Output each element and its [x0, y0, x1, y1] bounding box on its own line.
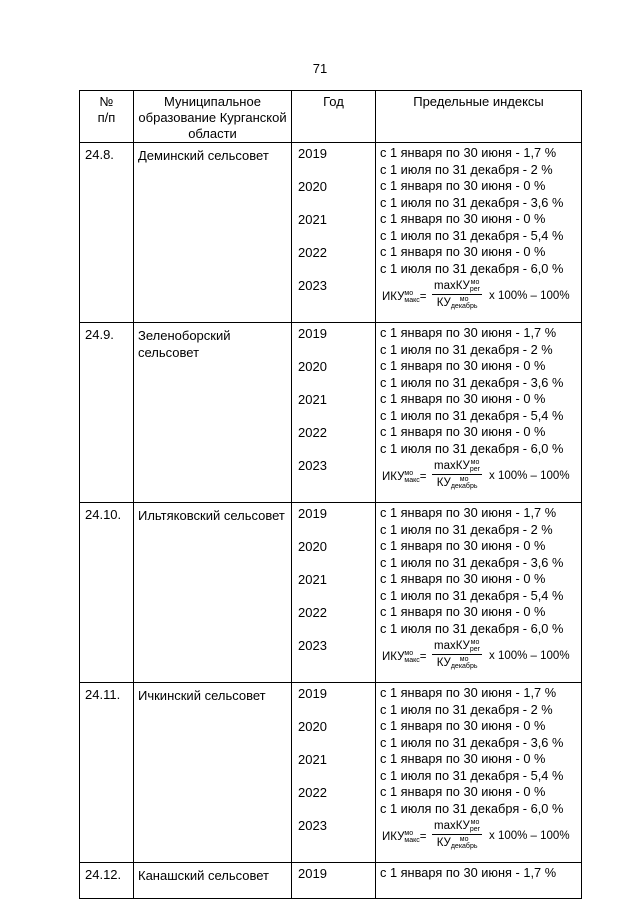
formula-max-index [376, 457, 581, 502]
year-value: 2023 [298, 278, 327, 293]
formula-numerator-indices [470, 819, 480, 833]
formula-fraction [432, 639, 482, 670]
formula-numerator [432, 639, 482, 655]
index-line: с 1 января по 30 июня - 0 % [380, 424, 546, 439]
index-line: с 1 января по 30 июня - 0 % [380, 571, 546, 586]
index-line: с 1 июля по 31 декабря - 5,4 % [380, 227, 564, 243]
formula-lhs-sub: макс [404, 837, 420, 844]
municipality-name: Ичкинский сельсовет [134, 683, 292, 863]
year-cell [292, 863, 376, 899]
formula-rhs: х 100% – 100% [489, 290, 570, 302]
formula-den-sub: декабрь [450, 663, 478, 670]
formula-lhs-symbol: ИКУ [382, 291, 405, 304]
formula-denominator-indices [451, 836, 478, 850]
formula-lhs [382, 470, 426, 484]
formula-lhs [382, 830, 426, 844]
year-value: 2019 [298, 326, 327, 341]
formula-denominator [432, 295, 482, 310]
formula-lhs-sup: мо [404, 650, 414, 657]
table-row [80, 503, 582, 683]
header-indices: Предельные индексы [376, 91, 582, 143]
formula-num-sup: мо [470, 819, 480, 826]
year-value: 2022 [298, 785, 327, 800]
formula-num-sub: рег [469, 646, 481, 653]
year-value: 2021 [298, 212, 327, 227]
year-value: 2023 [298, 818, 327, 833]
formula-numerator [432, 459, 482, 475]
index-line: с 1 июля по 31 декабря - 3,6 % [380, 554, 564, 570]
row-number: 24.10. [80, 503, 134, 683]
municipality-name: Деминский сельсовет [134, 143, 292, 323]
year-value: 2021 [298, 392, 327, 407]
index-line: с 1 января по 30 июня - 1,7 % [380, 865, 557, 880]
formula-lhs-symbol: ИКУ [382, 471, 405, 484]
indices-cell [376, 503, 582, 683]
index-line: с 1 июля по 31 декабря - 2 % [380, 161, 553, 177]
table-body [80, 143, 582, 899]
formula-den-sub: декабрь [450, 483, 478, 490]
formula-fraction [432, 459, 482, 490]
year-cell [292, 323, 376, 503]
year-value: 2022 [298, 605, 327, 620]
table-row [80, 323, 582, 503]
index-line: с 1 июля по 31 декабря - 2 % [380, 521, 553, 537]
index-line: с 1 июля по 31 декабря - 2 % [380, 701, 553, 717]
formula-den-sup: мо [459, 656, 469, 663]
formula-equals: = [419, 291, 427, 304]
formula-numerator-symbol: maxКУ [434, 280, 470, 293]
formula-numerator [432, 819, 482, 835]
table-row [80, 143, 582, 323]
index-line: с 1 июля по 31 декабря - 6,0 % [380, 800, 564, 816]
index-line: с 1 июля по 31 декабря - 5,4 % [380, 767, 564, 783]
formula-lhs [382, 290, 426, 304]
index-line: с 1 января по 30 июня - 1,7 % [380, 505, 557, 520]
formula-lhs-indices [404, 830, 419, 844]
formula-denominator-indices [451, 476, 478, 490]
table-row [80, 863, 582, 899]
formula-den-sup: мо [459, 476, 469, 483]
index-line: с 1 июля по 31 декабря - 6,0 % [380, 440, 564, 456]
year-cell [292, 683, 376, 863]
formula-numerator-symbol: maxКУ [434, 640, 470, 653]
index-line: с 1 января по 30 июня - 0 % [380, 751, 546, 766]
formula-numerator [432, 279, 482, 295]
formula-den-sub: декабрь [450, 843, 478, 850]
municipality-name: Ильтяковский сельсовет [134, 503, 292, 683]
index-line: с 1 июля по 31 декабря - 3,6 % [380, 374, 564, 390]
formula-lhs [382, 650, 426, 664]
indices-cell [376, 323, 582, 503]
year-value: 2021 [298, 752, 327, 767]
row-number: 24.12. [80, 863, 134, 899]
row-number: 24.8. [80, 143, 134, 323]
index-line: с 1 июля по 31 декабря - 5,4 % [380, 407, 564, 423]
index-line: с 1 января по 30 июня - 0 % [380, 718, 546, 733]
formula-den-sup: мо [459, 836, 469, 843]
index-line: с 1 января по 30 июня - 1,7 % [380, 685, 557, 700]
year-value: 2020 [298, 359, 327, 374]
index-line: с 1 июля по 31 декабря - 3,6 % [380, 194, 564, 210]
formula-num-sup: мо [470, 279, 480, 286]
formula-max-index [376, 817, 581, 862]
formula-max-index [376, 637, 581, 682]
formula-fraction [432, 819, 482, 850]
index-line: с 1 января по 30 июня - 0 % [380, 211, 546, 226]
formula-num-sub: рег [469, 826, 481, 833]
formula-lhs-indices [404, 290, 419, 304]
formula-denominator-symbol: КУ [436, 477, 451, 490]
index-line: с 1 января по 30 июня - 0 % [380, 784, 546, 799]
year-value: 2020 [298, 719, 327, 734]
table-row [80, 683, 582, 863]
year-value: 2019 [298, 686, 327, 701]
year-value: 2023 [298, 458, 327, 473]
municipality-name: Канашский сельсовет [134, 863, 292, 899]
index-line: с 1 июля по 31 декабря - 3,6 % [380, 734, 564, 750]
formula-lhs-sup: мо [404, 470, 414, 477]
table-header-row [80, 91, 582, 143]
year-value: 2022 [298, 245, 327, 260]
index-line: с 1 июля по 31 декабря - 6,0 % [380, 260, 564, 276]
formula-num-sub: рег [469, 286, 481, 293]
formula-denominator-symbol: КУ [436, 657, 451, 670]
municipality-name: Зеленоборский сельсовет [134, 323, 292, 503]
index-line: с 1 января по 30 июня - 0 % [380, 244, 546, 259]
formula-denominator [432, 475, 482, 490]
formula-lhs-symbol: ИКУ [382, 651, 405, 664]
indices-cell [376, 863, 582, 899]
formula-numerator-symbol: maxКУ [434, 820, 470, 833]
formula-rhs: х 100% – 100% [489, 650, 570, 662]
formula-denominator-indices [451, 656, 478, 670]
indices-table [79, 90, 582, 899]
formula-num-sub: рег [469, 466, 481, 473]
year-value: 2019 [298, 146, 327, 161]
formula-denominator [432, 655, 482, 670]
formula-numerator-symbol: maxКУ [434, 460, 470, 473]
formula-max-index [376, 277, 581, 322]
index-line: с 1 июля по 31 декабря - 2 % [380, 341, 553, 357]
formula-numerator-indices [470, 639, 480, 653]
formula-denominator-symbol: КУ [436, 837, 451, 850]
year-value: 2019 [298, 506, 327, 521]
formula-lhs-sup: мо [404, 290, 414, 297]
year-value: 2019 [298, 866, 327, 881]
year-value: 2021 [298, 572, 327, 587]
formula-rhs: х 100% – 100% [489, 830, 570, 842]
formula-equals: = [419, 471, 427, 484]
formula-den-sub: декабрь [450, 303, 478, 310]
index-line: с 1 января по 30 июня - 0 % [380, 178, 546, 193]
indices-cell [376, 683, 582, 863]
formula-den-sup: мо [459, 296, 469, 303]
index-line: с 1 января по 30 июня - 1,7 % [380, 145, 557, 160]
year-cell [292, 143, 376, 323]
formula-lhs-sub: макс [404, 477, 420, 484]
formula-num-sup: мо [470, 459, 480, 466]
index-line: с 1 июля по 31 декабря - 6,0 % [380, 620, 564, 636]
formula-numerator-indices [470, 459, 480, 473]
page-number: 71 [312, 61, 328, 76]
formula-rhs: х 100% – 100% [489, 470, 570, 482]
formula-lhs-indices [404, 470, 419, 484]
index-line: с 1 января по 30 июня - 0 % [380, 391, 546, 406]
formula-denominator [432, 835, 482, 850]
row-number: 24.11. [80, 683, 134, 863]
formula-denominator-symbol: КУ [436, 297, 451, 310]
index-line: с 1 января по 30 июня - 1,7 % [380, 325, 557, 340]
formula-fraction [432, 279, 482, 310]
formula-lhs-sup: мо [404, 830, 414, 837]
index-line: с 1 января по 30 июня - 0 % [380, 358, 546, 373]
formula-denominator-indices [451, 296, 478, 310]
index-line: с 1 января по 30 июня - 0 % [380, 604, 546, 619]
formula-equals: = [419, 651, 427, 664]
formula-lhs-indices [404, 650, 419, 664]
indices-cell [376, 143, 582, 323]
formula-lhs-sub: макс [404, 657, 420, 664]
formula-numerator-indices [470, 279, 480, 293]
header-municipality: Муниципальное образование Курганской области [134, 91, 292, 143]
formula-lhs-symbol: ИКУ [382, 831, 405, 844]
header-num: № п/п [80, 91, 134, 143]
index-line: с 1 июля по 31 декабря - 5,4 % [380, 587, 564, 603]
year-value: 2020 [298, 539, 327, 554]
year-value: 2023 [298, 638, 327, 653]
index-line: с 1 января по 30 июня - 0 % [380, 538, 546, 553]
header-year: Год [292, 91, 376, 143]
formula-lhs-sub: макс [404, 297, 420, 304]
year-value: 2022 [298, 425, 327, 440]
formula-num-sup: мо [470, 639, 480, 646]
year-cell [292, 503, 376, 683]
row-number: 24.9. [80, 323, 134, 503]
formula-equals: = [419, 831, 427, 844]
year-value: 2020 [298, 179, 327, 194]
